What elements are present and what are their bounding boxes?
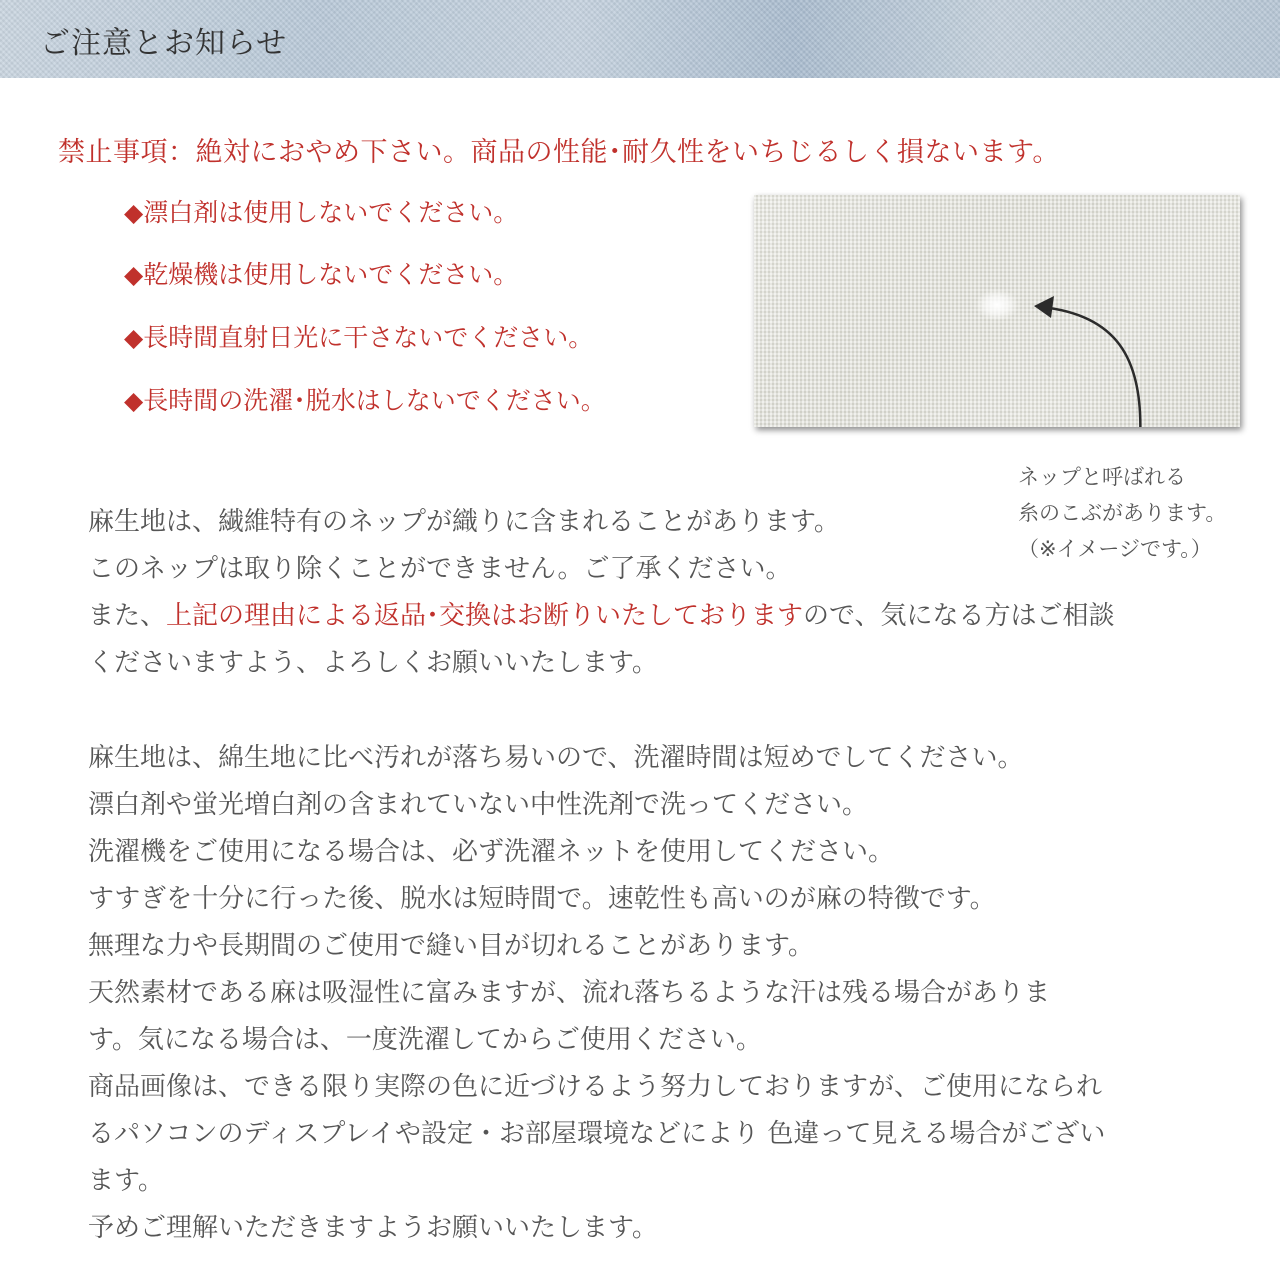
notice-prefix: また、 — [88, 601, 167, 631]
care-line: す。気になる場合は、一度洗濯してからご使用ください。 — [88, 1025, 762, 1055]
photo-caption-line: 糸のこぶがあります。 — [1018, 501, 1227, 525]
care-line: 洗濯機をご使用になる場合は、必ず洗濯ネットを使用してください。 — [88, 837, 895, 867]
rule-item-bleach: ◆漂白剤は使用しないでください。 — [124, 198, 519, 227]
care-line: 漂白剤や蛍光増白剤の含まれていない中性洗剤で洗ってください。 — [88, 790, 869, 820]
header-banner — [0, 0, 1280, 78]
care-line: 天然素材である麻は吸湿性に富みますが、流れ落ちるような汗は残る場合がありま — [88, 978, 1051, 1008]
rule-item-washing: ◆長時間の洗濯･脱水はしないでください。 — [124, 386, 606, 415]
care-line: すすぎを十分に行った後、脱水は短時間で。速乾性も高いのが麻の特徴です。 — [88, 884, 996, 914]
return-policy-emphasis: 上記の理由による返品･交換はお断りいたしております — [166, 601, 804, 631]
care-line: るパソコンのディスプレイや設定・お部屋環境などにより 色違って見える場合がござい — [88, 1119, 1106, 1149]
notice-line: このネップは取り除くことができません。ご了承ください。 — [88, 554, 792, 584]
care-line: 予めご理解いただきますようお願いいたします。 — [88, 1213, 658, 1243]
notice-suffix: ので、気になる方はご相談 — [803, 601, 1115, 631]
care-line: 麻生地は、綿生地に比べ汚れが落ち易いので、洗濯時間は短めでしてください。 — [88, 743, 1024, 773]
photo-caption-line: ネップと呼ばれる — [1018, 465, 1186, 489]
photo-caption-line: （※イメージです。） — [1018, 537, 1212, 561]
care-line: 商品画像は、できる限り実際の色に近づけるよう努力しておりますが、ご使用になられ — [88, 1072, 1103, 1102]
arrow-icon — [754, 195, 1240, 427]
prohibited-heading: 禁止事項：絶対におやめ下さい。商品の性能･耐久性をいちじるしく損ないます。 — [58, 137, 1060, 168]
notice-line: くださいますよう、よろしくお願いいたします。 — [88, 648, 658, 678]
care-line: ます。 — [88, 1166, 164, 1196]
care-line: 無理な力や長期間のご使用で縫い目が切れることがあります。 — [88, 931, 814, 961]
notice-line: 麻生地は、繊維特有のネップが織りに含まれることがあります。 — [88, 507, 840, 537]
notice-line-returns — [88, 595, 1115, 632]
rule-item-dryer: ◆乾燥機は使用しないでください。 — [124, 260, 519, 289]
rule-item-sunlight: ◆長時間直射日光に干さないでください。 — [124, 323, 594, 352]
page-title: ご注意とお知らせ — [40, 26, 288, 61]
fabric-nep-photo — [754, 195, 1240, 427]
